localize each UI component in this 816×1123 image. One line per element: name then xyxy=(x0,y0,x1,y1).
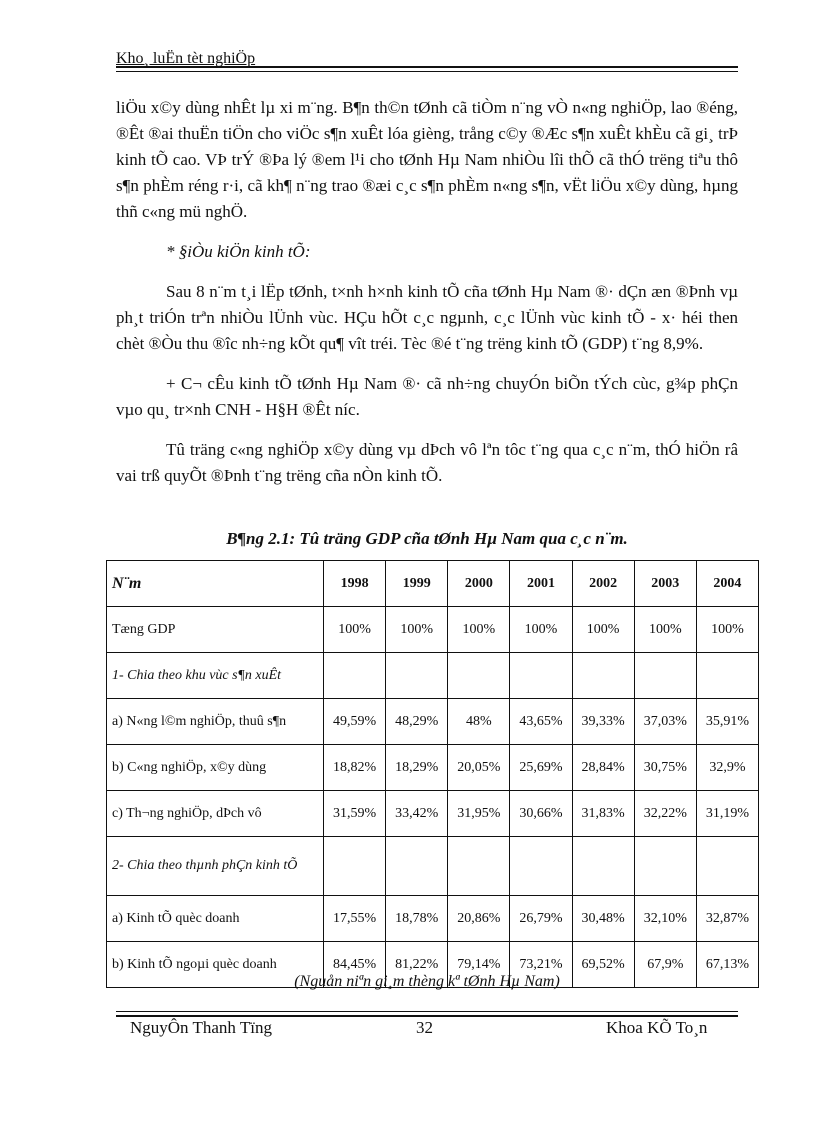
footer-page-number: 32 xyxy=(416,1018,433,1037)
table-row xyxy=(107,699,759,745)
table-cell: 100% xyxy=(510,607,572,653)
page-header-title: Kho¸ luËn tèt nghiÖp xyxy=(116,50,256,67)
table-cell: 31,19% xyxy=(696,791,758,837)
table-row xyxy=(107,896,759,942)
table-row xyxy=(107,607,759,653)
table-cell: 18,82% xyxy=(324,745,386,791)
row-label: b) Kinh tÕ ngoµi quèc doanh xyxy=(107,942,324,988)
table-header-row xyxy=(107,561,759,607)
table-cell xyxy=(572,653,634,699)
paragraph-3: + C¬ cÊu kinh tÕ tØnh Hµ Nam ®· cã nh÷ng chuyÓn biÕn tÝch cùc, g¾p phÇn vµo qu¸ tr×nh CNH - H§H ®Êt níc. xyxy=(116,374,738,419)
table-cell: 100% xyxy=(696,607,758,653)
footer-rule xyxy=(116,1015,738,1017)
table-cell xyxy=(696,653,758,699)
table-cell: 33,42% xyxy=(386,791,448,837)
table-cell: 18,78% xyxy=(386,896,448,942)
table-cell: 31,83% xyxy=(572,791,634,837)
header-cell: 2003 xyxy=(634,561,696,607)
table-cell: 25,69% xyxy=(510,745,572,791)
table-row xyxy=(107,791,759,837)
row-label: Tæng GDP xyxy=(107,607,324,653)
table-cell: 84,45% xyxy=(324,942,386,988)
table-row xyxy=(107,837,759,896)
table-cell: 48,29% xyxy=(386,699,448,745)
table-cell: 67,9% xyxy=(634,942,696,988)
header-rule-thin xyxy=(116,71,738,72)
table-cell xyxy=(448,653,510,699)
table-cell: 69,52% xyxy=(572,942,634,988)
table-cell xyxy=(448,837,510,896)
table-cell: 32,22% xyxy=(634,791,696,837)
table-row xyxy=(107,745,759,791)
paragraph-4: Tû träng c«ng nghiÖp x©y dùng vµ dÞch vô lªn tôc t¨ng qua c¸c n¨m, thÓ hiÖn râ vai trß quyÕt ®Þnh t¨ng trëng cña nÒn kinh tÕ. xyxy=(116,440,738,485)
table-cell: 79,14% xyxy=(448,942,510,988)
table-cell: 32,87% xyxy=(696,896,758,942)
table-cell: 43,65% xyxy=(510,699,572,745)
table-cell: 100% xyxy=(634,607,696,653)
header-rule xyxy=(116,66,738,68)
table-caption: B¶ng 2.1: Tû träng GDP cña tØnh Hµ Nam qua c¸c n¨m. xyxy=(226,529,628,548)
table-cell xyxy=(386,837,448,896)
table-cell: 49,59% xyxy=(324,699,386,745)
footer-author: NguyÔn Thanh Tïng xyxy=(130,1018,272,1037)
table-cell xyxy=(324,653,386,699)
header-cell: 1999 xyxy=(386,561,448,607)
header-cell: 2000 xyxy=(448,561,510,607)
row-label: b) C«ng nghiÖp, x©y dùng xyxy=(107,745,324,791)
table-row xyxy=(107,653,759,699)
table-cell: 20,86% xyxy=(448,896,510,942)
table-cell xyxy=(696,837,758,896)
table-cell: 26,79% xyxy=(510,896,572,942)
table-cell: 31,59% xyxy=(324,791,386,837)
table-cell: 81,22% xyxy=(386,942,448,988)
table-cell: 30,48% xyxy=(572,896,634,942)
table-cell xyxy=(634,837,696,896)
table-cell: 31,95% xyxy=(448,791,510,837)
header-cell-year: N¨m xyxy=(107,561,324,607)
table-cell: 32,10% xyxy=(634,896,696,942)
table-cell: 28,84% xyxy=(572,745,634,791)
table-cell: 100% xyxy=(386,607,448,653)
table-cell xyxy=(386,653,448,699)
footer-faculty: Khoa KÕ To¸n xyxy=(606,1018,708,1037)
table-cell: 48% xyxy=(448,699,510,745)
row-label: c) Th¬ng nghiÖp, dÞch vô xyxy=(107,791,324,837)
footer-rule-thin xyxy=(116,1011,738,1012)
table-cell: 35,91% xyxy=(696,699,758,745)
header-cell: 2001 xyxy=(510,561,572,607)
table-cell xyxy=(510,837,572,896)
table-cell xyxy=(572,837,634,896)
paragraph-1: liÖu x©y dùng nhÊt lµ xi m¨ng. B¶n th©n tØnh cã tiÒm n¨ng vÒ n«ng nghiÖp, lao ®éng, ®Êt ®ai thuËn tiÖn cho viÖc s¶n xuÊt lóa gièng, trång c©y ®Æc s¶n xuÊt khÈu cã gi¸ trÞ kinh tÕ cao. VÞ trÝ ®Þa lý ®em l¹i cho tØnh Hµ Nam nhiÒu lîi thÕ cã thÓ trëng tiªu thô s¶n phÈm réng r·i, cã kh¶ n¨ng trao ®æi c¸c s¶n phÈm n«ng s¶n, vËt liÖu x©y dùng, hµng thñ c«ng mü nghÖ. xyxy=(116,98,738,221)
table-cell: 73,21% xyxy=(510,942,572,988)
row-label: a) N«ng l©m nghiÖp, thuû s¶n xyxy=(107,699,324,745)
table-cell: 67,13% xyxy=(696,942,758,988)
table-cell: 37,03% xyxy=(634,699,696,745)
gdp-table xyxy=(106,560,759,988)
table-cell xyxy=(324,837,386,896)
table-cell: 100% xyxy=(448,607,510,653)
row-label: a) Kinh tÕ quèc doanh xyxy=(107,896,324,942)
table-cell: 39,33% xyxy=(572,699,634,745)
table-cell: 100% xyxy=(572,607,634,653)
table-cell: 32,9% xyxy=(696,745,758,791)
table-cell: 30,75% xyxy=(634,745,696,791)
table-cell: 18,29% xyxy=(386,745,448,791)
table-cell xyxy=(510,653,572,699)
paragraph-2: Sau 8 n¨m t¸i lËp tØnh, t×nh h×nh kinh tÕ cña tØnh Hµ Nam ®· dÇn æn ®Þnh vµ ph¸t triÓn trªn nhiÒu lÜnh vùc. HÇu hÕt c¸c ngµnh, c¸c lÜnh vùc kinh tÕ - x· héi then chèt ®Òu thu ®îc nh÷ng kÕt qu¶ vît tréi. Tèc ®é t¨ng trëng kinh tÕ (GDP) t¨ng 8,9%. xyxy=(116,282,738,353)
table-source: (Nguån niªn gi¸m thèng kª tØnh Hµ Nam) xyxy=(294,973,560,990)
table-cell: 30,66% xyxy=(510,791,572,837)
table-cell xyxy=(634,653,696,699)
table-cell: 100% xyxy=(324,607,386,653)
row-label: 1- Chia theo khu vùc s¶n xuÊt xyxy=(107,653,324,699)
header-cell: 2002 xyxy=(572,561,634,607)
body-text xyxy=(116,95,738,489)
header-cell: 1998 xyxy=(324,561,386,607)
table-cell: 20,05% xyxy=(448,745,510,791)
table-cell: 17,55% xyxy=(324,896,386,942)
header-cell: 2004 xyxy=(696,561,758,607)
row-label: 2- Chia theo thµnh phÇn kinh tÕ xyxy=(107,837,324,896)
paragraph-heading-economy: * §iÒu kiÖn kinh tÕ: xyxy=(166,242,311,261)
